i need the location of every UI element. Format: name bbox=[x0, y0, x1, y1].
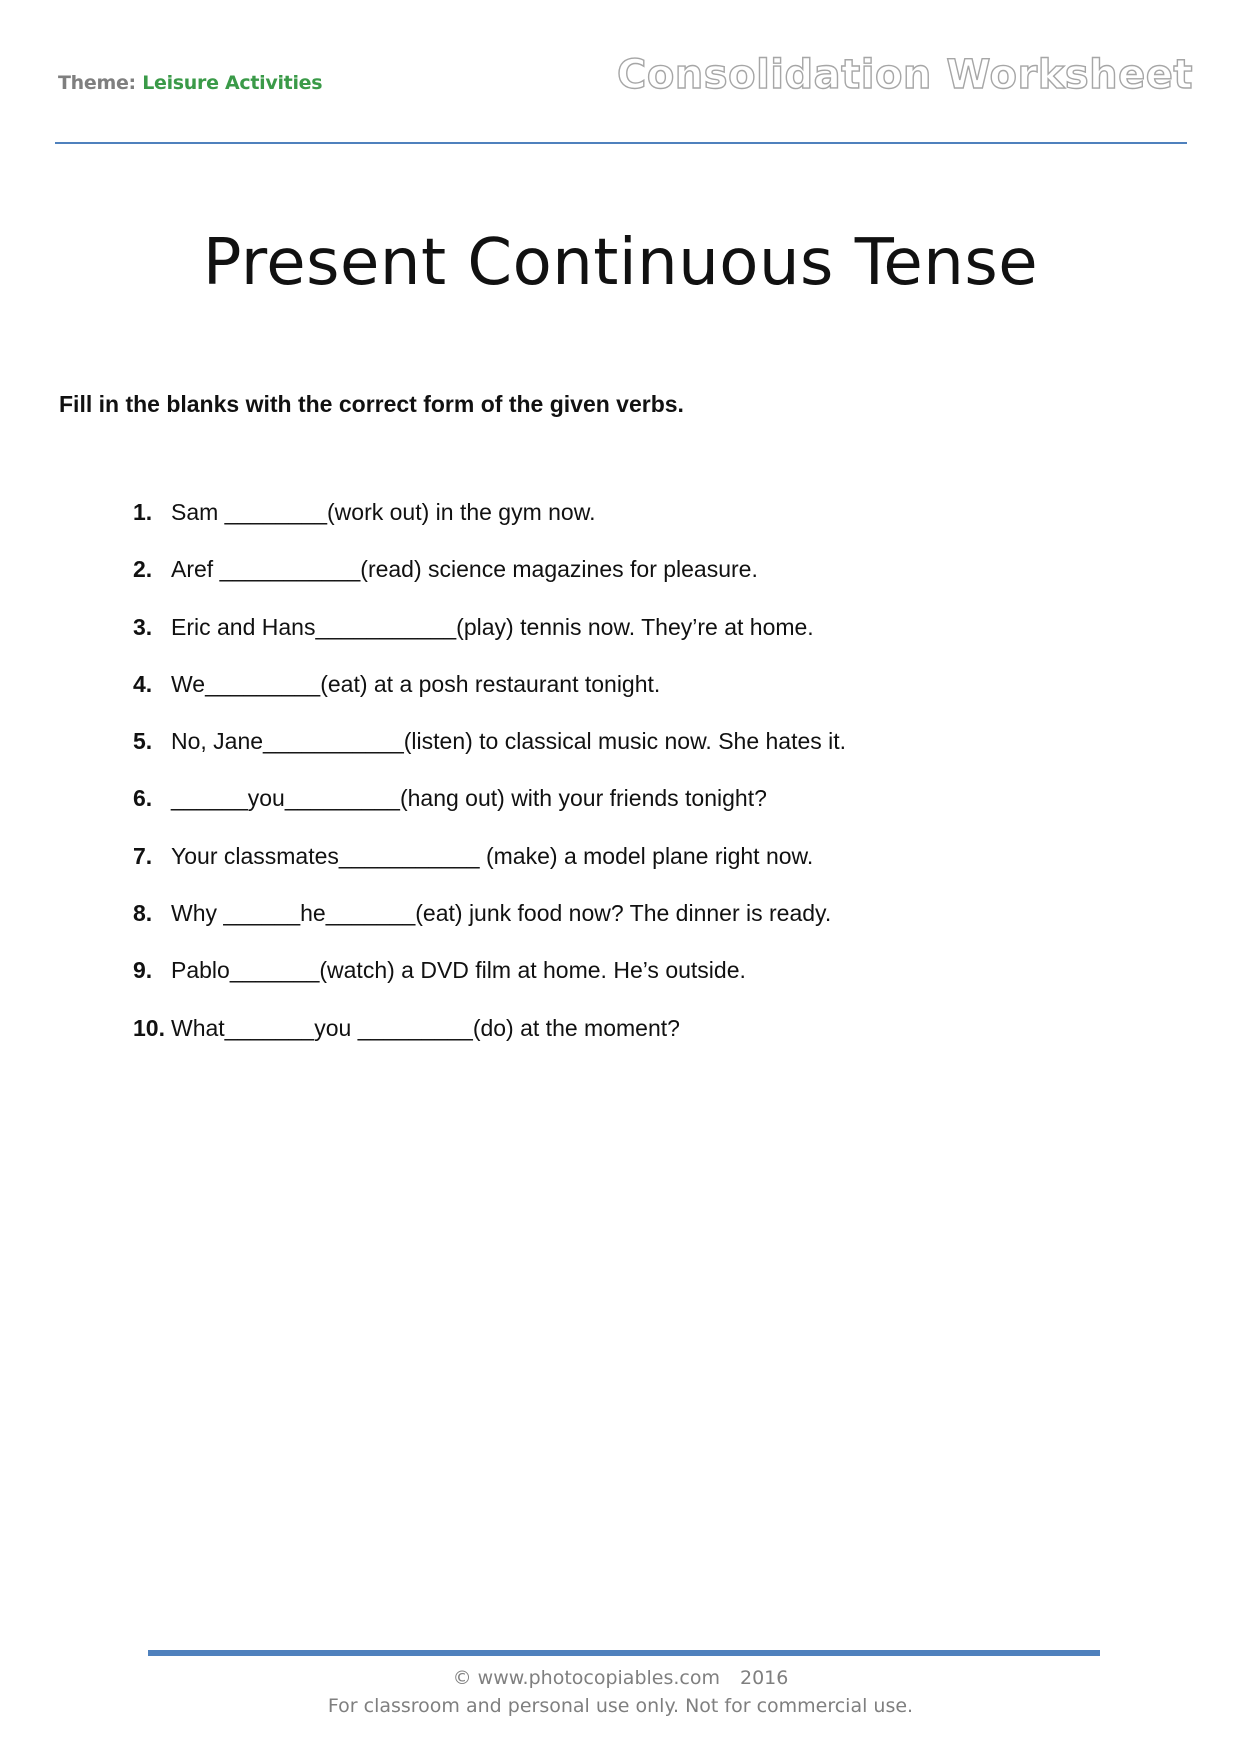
exercise-item bbox=[133, 726, 846, 783]
exercise-number: 7. bbox=[133, 842, 153, 869]
exercise-number: 5. bbox=[133, 728, 153, 755]
exercise-item bbox=[133, 669, 846, 726]
exercise-number: 6. bbox=[133, 785, 153, 812]
exercise-item bbox=[133, 955, 846, 1012]
exercise-number: 2. bbox=[133, 556, 153, 583]
exercise-text: What_______you _________(do) at the moment? bbox=[171, 1014, 680, 1041]
exercise-text: Your classmates___________ (make) a model plane right now. bbox=[171, 842, 814, 869]
theme-header bbox=[58, 72, 322, 94]
exercise-item bbox=[133, 1013, 846, 1070]
exercise-text: ______you_________(hang out) with your friends tonight? bbox=[171, 785, 767, 812]
exercise-text: Pablo_______(watch) a DVD film at home. He’s outside. bbox=[171, 957, 746, 984]
exercise-number: 8. bbox=[133, 900, 153, 927]
copyright-year: 2016 bbox=[740, 1667, 789, 1689]
exercise-item bbox=[133, 497, 846, 554]
exercise-text: Sam ________(work out) in the gym now. bbox=[171, 499, 596, 525]
header-divider bbox=[55, 142, 1187, 144]
page-title: Present Continuous Tense bbox=[202, 226, 1039, 300]
exercise-text: Eric and Hans___________(play) tennis now. They’re at home. bbox=[171, 613, 814, 640]
exercise-text: Why ______he_______(eat) junk food now? The dinner is ready. bbox=[171, 900, 832, 927]
instructions: Fill in the blanks with the correct form of the given verbs. bbox=[59, 391, 684, 417]
exercise-number: 4. bbox=[133, 670, 153, 697]
exercise-text: No, Jane___________(listen) to classical music now. She hates it. bbox=[171, 728, 847, 755]
exercise-item bbox=[133, 841, 846, 898]
exercise-item bbox=[133, 612, 846, 669]
exercise-list bbox=[133, 497, 846, 1070]
exercise-number: 9. bbox=[133, 957, 153, 984]
exercise-number: 1. bbox=[133, 499, 153, 525]
exercise-number: 10. bbox=[133, 1014, 165, 1041]
footer-notice: For classroom and personal use only. Not for commercial use. bbox=[327, 1695, 914, 1717]
worksheet-title: Consolidation Worksheet bbox=[616, 52, 1193, 98]
exercise-text: We_________(eat) at a posh restaurant tonight. bbox=[171, 670, 661, 697]
exercise-item bbox=[133, 898, 846, 955]
theme-label: Theme: bbox=[58, 72, 136, 94]
copyright-text: © www.photocopiables.com bbox=[452, 1667, 720, 1689]
exercise-text: Aref ___________(read) science magazines for pleasure. bbox=[171, 556, 758, 583]
theme-value: Leisure Activities bbox=[142, 72, 323, 94]
footer-copyright-line bbox=[0, 1667, 1241, 1689]
exercise-item bbox=[133, 783, 846, 840]
exercise-item bbox=[133, 554, 846, 611]
footer-divider bbox=[148, 1650, 1100, 1656]
exercise-number: 3. bbox=[133, 613, 153, 640]
